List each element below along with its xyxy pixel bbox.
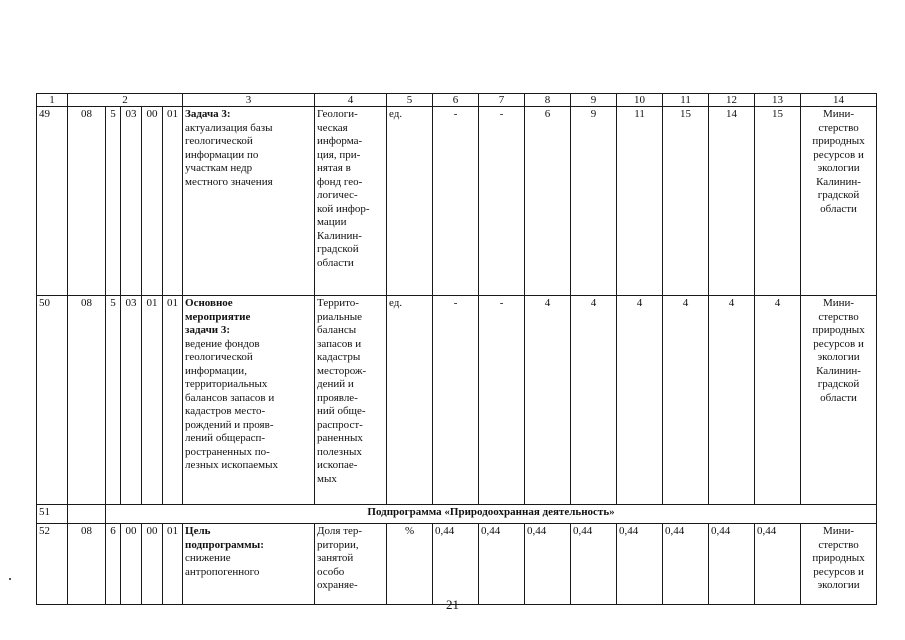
header-cell: 6 xyxy=(433,94,479,107)
unit-cell: ед. xyxy=(387,296,433,505)
code-cell: 00 xyxy=(121,524,142,605)
section-title: Подпрограмма «Природоохранная деятельность» xyxy=(106,505,877,524)
responsible-cell xyxy=(801,107,877,296)
code-cell: 6 xyxy=(106,524,121,605)
row-number: 49 xyxy=(37,107,68,296)
responsible-line: Мини- xyxy=(822,297,855,309)
value-cell: 4 xyxy=(663,296,709,505)
indicator-line: Калинин- xyxy=(317,229,362,242)
section-row xyxy=(37,505,877,524)
goal-heading: Цель xyxy=(185,525,211,537)
header-cell: 8 xyxy=(525,94,571,107)
description-line: участкам недр xyxy=(185,162,253,174)
value-cell: - xyxy=(433,107,479,296)
responsible-line: Калинин- xyxy=(816,364,861,377)
code-cell: 08 xyxy=(68,524,106,605)
header-cell: 11 xyxy=(663,94,709,107)
responsible-line: природных xyxy=(812,324,865,336)
value-cell: 15 xyxy=(663,107,709,296)
description-line: геологической xyxy=(185,135,253,147)
row-number: 50 xyxy=(37,296,68,505)
value-cell: - xyxy=(479,296,525,505)
responsible-line: области xyxy=(820,391,857,404)
code-cell: 08 xyxy=(68,107,106,296)
description-line: местного значения xyxy=(185,175,273,188)
indicator-line: логичес- xyxy=(317,189,358,201)
responsible-line: ресурсов и xyxy=(813,148,864,161)
responsible-line: экологии xyxy=(817,351,860,363)
indicator-line: нятая в xyxy=(317,162,351,174)
unit-cell: % xyxy=(387,524,433,605)
responsible-line: стерство xyxy=(818,310,859,323)
value-cell: - xyxy=(433,296,479,505)
description-cell xyxy=(183,296,315,505)
responsible-line: ресурсов и xyxy=(813,565,864,578)
responsible-line: экологии xyxy=(817,162,860,174)
indicator-line: риальные xyxy=(317,310,363,323)
responsible-line: экологии xyxy=(817,579,860,591)
value-cell: - xyxy=(479,107,525,296)
value-cell: 4 xyxy=(709,296,755,505)
header-cell: 4 xyxy=(315,94,387,107)
value-cell: 0,44 xyxy=(525,524,571,605)
task-heading: мероприятие xyxy=(185,310,251,323)
indicator-line: кой инфор- xyxy=(317,202,370,215)
header-cell: 10 xyxy=(617,94,663,107)
value-cell: 4 xyxy=(571,296,617,505)
responsible-cell xyxy=(801,296,877,505)
responsible-line: ресурсов и xyxy=(813,337,864,350)
indicator-line: ний обще- xyxy=(317,405,366,417)
responsible-line: природных xyxy=(812,135,865,147)
indicator-line: распрост- xyxy=(317,418,363,431)
header-cell: 14 xyxy=(801,94,877,107)
description-line: антропогенного xyxy=(185,565,260,578)
value-cell: 0,44 xyxy=(755,524,801,605)
indicator-line: Террито- xyxy=(317,297,359,309)
indicator-line: Доля тер- xyxy=(317,525,363,537)
description-line: геологической xyxy=(185,351,253,363)
value-cell: 0,44 xyxy=(617,524,663,605)
responsible-line: области xyxy=(820,202,857,215)
value-cell: 4 xyxy=(525,296,571,505)
value-cell: 0,44 xyxy=(479,524,525,605)
responsible-line: Мини- xyxy=(822,525,855,537)
indicator-line: ция, при- xyxy=(317,148,361,161)
indicator-line: Геологи- xyxy=(317,108,358,120)
indicator-line: раненных xyxy=(317,432,363,444)
header-cell: 1 xyxy=(37,94,68,107)
indicator-line: градской xyxy=(317,243,359,255)
code-cell: 08 xyxy=(68,296,106,505)
indicators-table xyxy=(36,93,877,605)
indicator-cell xyxy=(315,524,387,605)
description-cell xyxy=(183,524,315,605)
value-cell: 0,44 xyxy=(433,524,479,605)
task-heading: Основное xyxy=(185,297,233,309)
header-cell: 13 xyxy=(755,94,801,107)
value-cell: 4 xyxy=(755,296,801,505)
code-cell: 03 xyxy=(121,296,142,505)
unit-cell: ед. xyxy=(387,107,433,296)
goal-heading: подпрограммы: xyxy=(185,538,264,551)
code-cell: 01 xyxy=(163,524,183,605)
header-cell: 9 xyxy=(571,94,617,107)
code-cell: 01 xyxy=(163,107,183,296)
header-row xyxy=(37,94,877,107)
code-cell: 5 xyxy=(106,296,121,505)
description-line: лений общерасп- xyxy=(185,432,266,444)
page-number: 21 xyxy=(446,597,459,612)
indicator-line: мации xyxy=(317,216,347,228)
description-line: снижение xyxy=(185,552,231,564)
value-cell: 0,44 xyxy=(663,524,709,605)
table-row xyxy=(37,524,877,605)
header-cell: 7 xyxy=(479,94,525,107)
indicator-cell xyxy=(315,296,387,505)
code-cell: 00 xyxy=(142,524,163,605)
code-cell: 00 xyxy=(142,107,163,296)
indicator-line: особо xyxy=(317,565,345,578)
table-row xyxy=(37,296,877,505)
table-row xyxy=(37,107,877,296)
responsible-line: Мини- xyxy=(822,108,855,120)
header-cell: 5 xyxy=(387,94,433,107)
empty-cell xyxy=(68,505,106,524)
description-line: балансов запасов и xyxy=(185,391,275,404)
responsible-line: стерство xyxy=(818,121,859,134)
indicator-line: охраняе- xyxy=(317,579,358,591)
value-cell: 14 xyxy=(709,107,755,296)
indicator-line: ископае- xyxy=(317,459,358,471)
indicator-line: занятой xyxy=(317,552,354,564)
value-cell: 0,44 xyxy=(709,524,755,605)
task-heading: Задача 3: xyxy=(185,108,231,120)
responsible-line: градской xyxy=(817,189,860,201)
indicator-line: запасов и xyxy=(317,337,362,350)
indicator-line: фонд гео- xyxy=(317,175,363,188)
code-cell: 03 xyxy=(121,107,142,296)
description-line: кадастров место- xyxy=(185,405,266,417)
responsible-cell xyxy=(801,524,877,605)
indicator-line: области xyxy=(317,256,354,269)
description-line: ведение фондов xyxy=(185,337,260,350)
description-line: информации, xyxy=(185,364,247,377)
indicator-line: информа- xyxy=(317,135,363,147)
row-number: 51 xyxy=(37,505,68,524)
indicator-cell xyxy=(315,107,387,296)
indicator-line: мых xyxy=(317,472,337,485)
code-cell: 5 xyxy=(106,107,121,296)
value-cell: 6 xyxy=(525,107,571,296)
description-line: актуализация базы xyxy=(185,121,273,134)
description-line: ространенных по- xyxy=(185,445,270,458)
indicator-line: проявле- xyxy=(317,391,358,404)
value-cell: 11 xyxy=(617,107,663,296)
task-heading: задачи 3: xyxy=(185,324,231,336)
indicator-line: кадастры xyxy=(317,351,361,363)
row-number: 52 xyxy=(37,524,68,605)
responsible-line: градской xyxy=(817,378,860,390)
description-line: лезных ископаемых xyxy=(185,459,278,471)
indicator-line: дений и xyxy=(317,378,354,390)
value-cell: 15 xyxy=(755,107,801,296)
indicator-line: ритории, xyxy=(317,538,359,551)
description-line: рождений и прояв- xyxy=(185,418,274,431)
value-cell: 4 xyxy=(617,296,663,505)
description-line: территориальных xyxy=(185,378,268,390)
header-cell: 12 xyxy=(709,94,755,107)
value-cell: 9 xyxy=(571,107,617,296)
indicator-line: месторож- xyxy=(317,364,367,377)
description-line: информации по xyxy=(185,148,259,161)
value-cell: 0,44 xyxy=(571,524,617,605)
indicator-line: балансы xyxy=(317,324,357,336)
header-cell: 3 xyxy=(183,94,315,107)
code-cell: 01 xyxy=(163,296,183,505)
responsible-line: Калинин- xyxy=(816,175,861,188)
responsible-line: стерство xyxy=(818,538,859,551)
scan-speck xyxy=(9,578,11,580)
indicator-line: полезных xyxy=(317,445,362,458)
header-cell: 2 xyxy=(68,94,183,107)
responsible-line: природных xyxy=(812,552,865,564)
description-cell xyxy=(183,107,315,296)
code-cell: 01 xyxy=(142,296,163,505)
indicator-line: ческая xyxy=(317,121,348,134)
